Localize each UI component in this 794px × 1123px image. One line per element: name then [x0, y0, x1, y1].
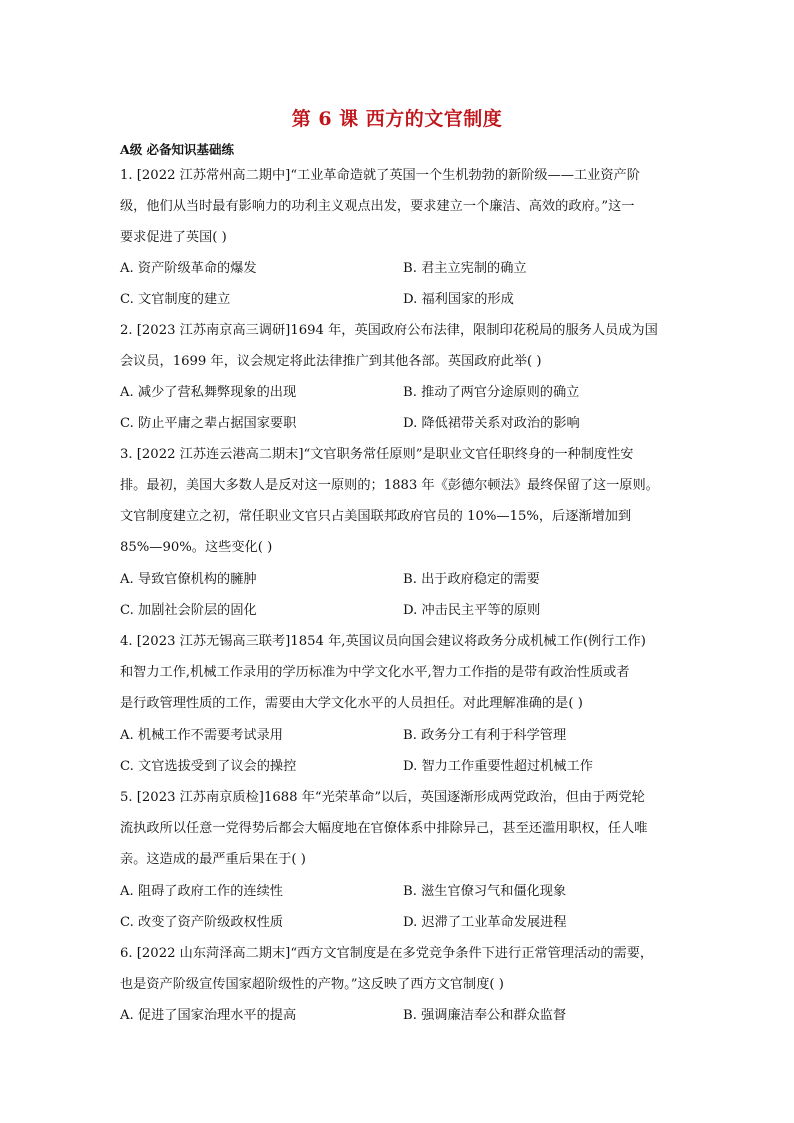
option-b[interactable]: B. 滋生官僚习气和僵化现象	[403, 884, 567, 899]
option-d[interactable]: D. 福利国家的形成	[403, 292, 514, 307]
option-d[interactable]: D. 智力工作重要性超过机械工作	[403, 759, 593, 774]
option-c[interactable]: C. 加剧社会阶层的固化	[120, 603, 257, 618]
option-a[interactable]: A. 阻碍了政府工作的连续性	[120, 884, 283, 899]
option-a[interactable]: A. 减少了营私舞弊现象的出现	[120, 385, 297, 400]
option-b[interactable]: B. 政务分工有利于科学管理	[403, 728, 567, 743]
question-3	[120, 439, 680, 563]
question-text-line: 亲。这造成的最严重后果在于( )	[120, 852, 306, 867]
option-c[interactable]: C. 防止平庸之辈占据国家要职	[120, 416, 297, 431]
option-d[interactable]: D. 降低裙带关系对政治的影响	[403, 416, 580, 431]
question-text-line: 5. [2023 江苏南京质检]1688 年“光荣革命”以后，英国逐渐形成两党政治，但由于两党轮	[120, 790, 645, 805]
question-text-line: 级，他们从当时最有影响力的功利主义观点出发，要求建立一个廉洁、高效的政府。”这一	[120, 199, 635, 214]
option-a[interactable]: A. 机械工作不需要考试录用	[120, 728, 283, 743]
question-text-line: 也是资产阶级宣传国家超阶级性的产物。”这反映了西方文官制度( )	[120, 977, 504, 992]
question-1	[120, 160, 680, 253]
question-6	[120, 938, 680, 1000]
option-b[interactable]: B. 君主立宪制的确立	[403, 261, 527, 276]
question-5-options	[120, 876, 680, 938]
option-c[interactable]: C. 文官选拔受到了议会的操控	[120, 759, 297, 774]
option-c[interactable]: C. 改变了资产阶级政权性质	[120, 915, 284, 930]
question-text-line: 排。最初，美国大多数人是反对这一原则的；1883 年《彭德尔顿法》最终保留了这一原则。	[120, 478, 659, 493]
option-a[interactable]: A. 导致官僚机构的臃肿	[120, 572, 257, 587]
question-text-line: 4. [2023 江苏无锡高三联考]1854 年,英国议员向国会建议将政务分成机械工作(例行工作)	[120, 634, 646, 649]
question-1-options	[120, 253, 680, 315]
question-6-options	[120, 1000, 680, 1031]
question-2	[120, 315, 680, 377]
option-b[interactable]: B. 推动了两官分途原则的确立	[403, 385, 580, 400]
question-text-line: 要求促进了英国( )	[120, 230, 227, 245]
question-2-options	[120, 377, 680, 439]
question-text-line: 3. [2022 江苏连云港高二期末]“文官职务常任原则”是职业文官任职终身的一种制度性安	[120, 447, 634, 462]
question-3-options	[120, 564, 680, 626]
question-text-line: 6. [2022 山东菏泽高二期末]“西方文官制度是在多党竞争条件下进行正常管理活动的需要，	[120, 946, 654, 961]
option-a[interactable]: A. 资产阶级革命的爆发	[120, 261, 257, 276]
question-text-line: 流执政所以任意一党得势后都会大幅度地在官僚体系中排除异己，甚至还滥用职权，任人唯	[120, 821, 648, 836]
option-d[interactable]: D. 冲击民主平等的原则	[403, 603, 541, 618]
question-text-line: 文官制度建立之初，常任职业文官只占美国联邦政府官员的 10%—15%，后逐渐增加到	[120, 509, 632, 524]
page-title: 第 6 课 西方的文官制度	[291, 108, 503, 130]
question-text-line: 会议员，1699 年，议会规定将此法律推广到其他各部。英国政府此举( )	[120, 354, 542, 369]
option-c[interactable]: C. 文官制度的建立	[120, 292, 231, 307]
option-b[interactable]: B. 强调廉洁奉公和群众监督	[403, 1008, 567, 1023]
question-text-line: 和智力工作,机械工作录用的学历标准为中学文化水平,智力工作指的是带有政治性质或者	[120, 665, 630, 680]
question-text-line: 1. [2022 江苏常州高二期中]“工业革命造就了英国一个生机勃勃的新阶级——工业资产阶	[120, 168, 640, 183]
section-heading: A级 必备知识基础练	[120, 142, 235, 157]
question-4-options	[120, 720, 680, 782]
question-text-line: 85%—90%。这些变化( )	[120, 540, 273, 555]
option-d[interactable]: D. 迟滞了工业革命发展进程	[403, 915, 567, 930]
question-5	[120, 782, 680, 875]
question-text-line: 是行政管理性质的工作，需要由大学文化水平的人员担任。对此理解准确的是( )	[120, 696, 583, 711]
question-4	[120, 626, 680, 719]
option-a[interactable]: A. 促进了国家治理水平的提高	[120, 1008, 297, 1023]
option-b[interactable]: B. 出于政府稳定的需要	[403, 572, 540, 587]
question-text-line: 2. [2023 江苏南京高三调研]1694 年，英国政府公布法律，限制印花税局的服务人员成为国	[120, 323, 658, 338]
